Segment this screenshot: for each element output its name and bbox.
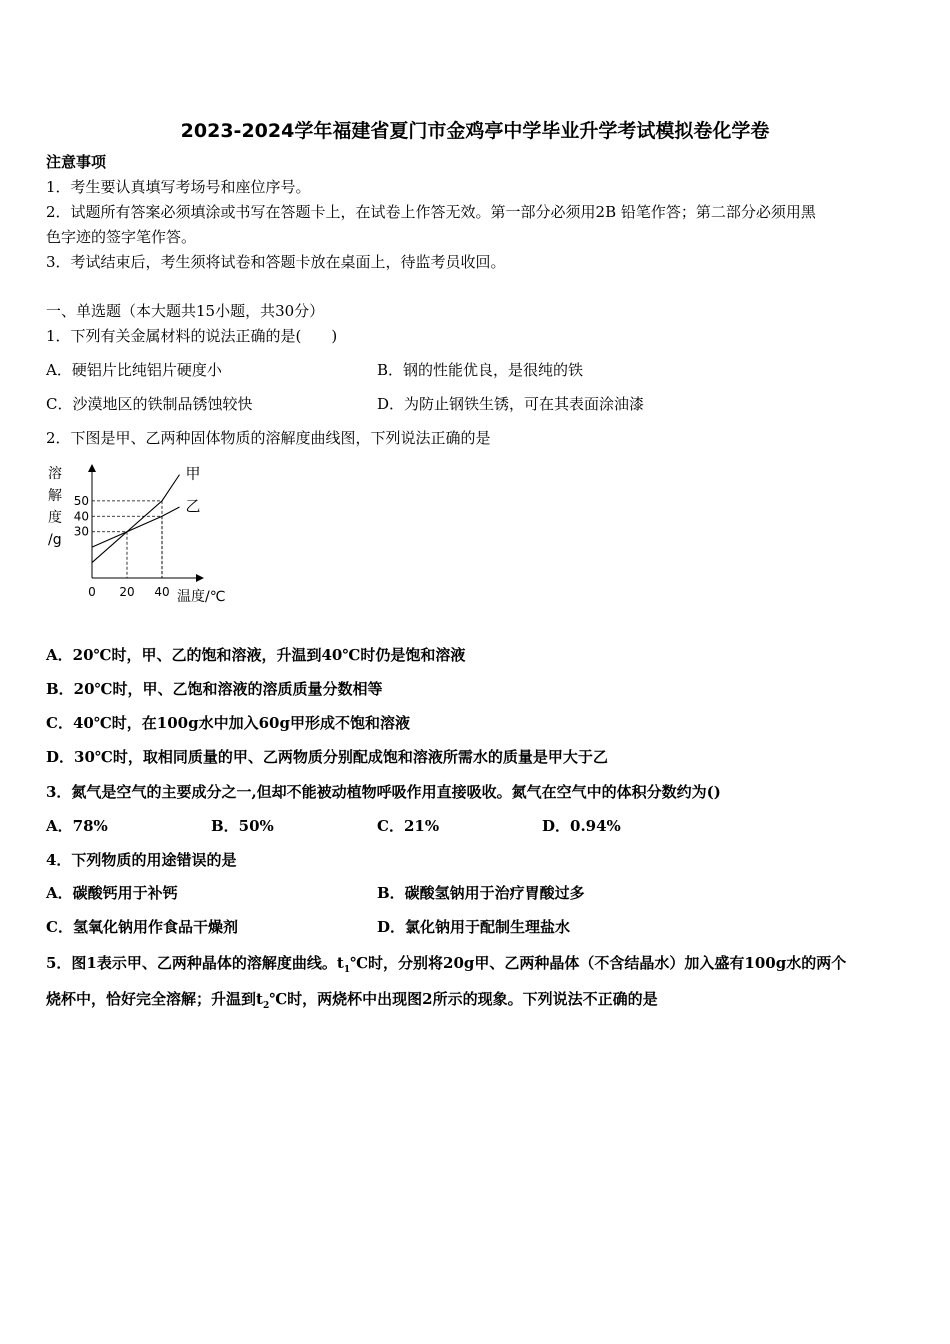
section-heading: 一、单选题（本大题共15小题，共30分） (46, 302, 325, 320)
notice-item: 2．试题所有答案必须填涂或书写在答题卡上，在试卷上作答无效。第一部分必须用2B 铅笔作答；第二部分必须用黑 (46, 203, 816, 221)
solubility-chart (40, 460, 240, 610)
q3-option-d: D．0.94% (542, 817, 621, 835)
q2-option-d: D．30℃时，取相同质量的甲、乙两物质分别配成饱和溶液所需水的质量是甲大于乙 (46, 748, 608, 766)
q1-option-b: B．钢的性能优良，是很纯的铁 (377, 361, 584, 379)
q1-option-d: D．为防止钢铁生锈，可在其表面涂油漆 (377, 395, 645, 413)
y-tick-label: 40 (73, 509, 89, 524)
y-axis-label-char: 解 (48, 488, 62, 504)
series-label: 乙 (185, 497, 201, 516)
q1-option-c: C．沙漠地区的铁制品锈蚀较快 (46, 395, 253, 413)
series-line (92, 507, 180, 547)
q1-stem: 1．下列有关金属材料的说法正确的是( ) (46, 327, 338, 345)
y-axis-label-char: /g (48, 532, 62, 548)
q4-option-a: A．碳酸钙用于补钙 (46, 884, 178, 902)
q3-option-b: B．50% (211, 817, 274, 835)
x-tick-label: 20 (119, 585, 135, 599)
exam-title: 2023-2024学年福建省夏门市金鸡亭中学毕业升学考试模拟卷化学卷 (180, 120, 770, 142)
notice-item: 1．考生要认真填写考场号和座位序号。 (46, 178, 311, 196)
q2-option-b: B．20℃时，甲、乙饱和溶液的溶质质量分数相等 (46, 680, 383, 698)
q2-option-c: C．40℃时，在100g水中加入60g甲形成不饱和溶液 (46, 714, 410, 732)
q4-option-b: B．碳酸氢钠用于治疗胃酸过多 (377, 884, 585, 902)
x-axis-label: 温度/℃ (177, 589, 226, 605)
y-axis-label-char: 溶 (48, 466, 62, 482)
notice-item: 3．考试结束后，考生须将试卷和答题卡放在桌面上，待监考员收回。 (46, 253, 506, 271)
series-line (92, 475, 180, 563)
notice-heading: 注意事项 (46, 153, 107, 171)
x-tick-label: 40 (154, 585, 170, 599)
x-tick-label: 0 (88, 585, 96, 599)
q4-stem: 4．下列物质的用途错误的是 (46, 851, 237, 869)
q3-option-c: C．21% (377, 817, 440, 835)
series-label: 甲 (185, 464, 201, 483)
q2-stem: 2．下图是甲、乙两种固体物质的溶解度曲线图，下列说法正确的是 (46, 429, 491, 447)
y-tick-label: 50 (73, 493, 89, 508)
q5-stem-line2: 烧杯中，恰好完全溶解；升温到$t_2℃$时，两烧杯中出现图2所示的现象。下列说法不正确的是 (46, 990, 658, 1011)
q4-option-c: C．氢氧化钠用作食品干燥剂 (46, 918, 238, 936)
q1-option-a: A．硬铝片比纯铝片硬度小 (46, 361, 222, 379)
y-axis-label-char: 度 (48, 510, 62, 526)
q5-stem-line1: 5．图1表示甲、乙两种晶体的溶解度曲线。$t_1℃$时，分别将20g甲、乙两种晶体（不含结晶水）加入盛有100g水的两个 (46, 954, 847, 975)
notice-item: 色字迹的签字笔作答。 (46, 228, 197, 246)
q2-option-a: A．20℃时，甲、乙的饱和溶液，升温到40℃时仍是饱和溶液 (46, 646, 466, 664)
q3-stem: 3．氮气是空气的主要成分之一,但却不能被动植物呼吸作用直接吸收。氮气在空气中的体积分数约为() (46, 783, 721, 801)
y-tick-label: 30 (73, 524, 89, 539)
q4-option-d: D．氯化钠用于配制生理盐水 (377, 918, 571, 936)
q3-option-a: A．78% (46, 817, 108, 835)
